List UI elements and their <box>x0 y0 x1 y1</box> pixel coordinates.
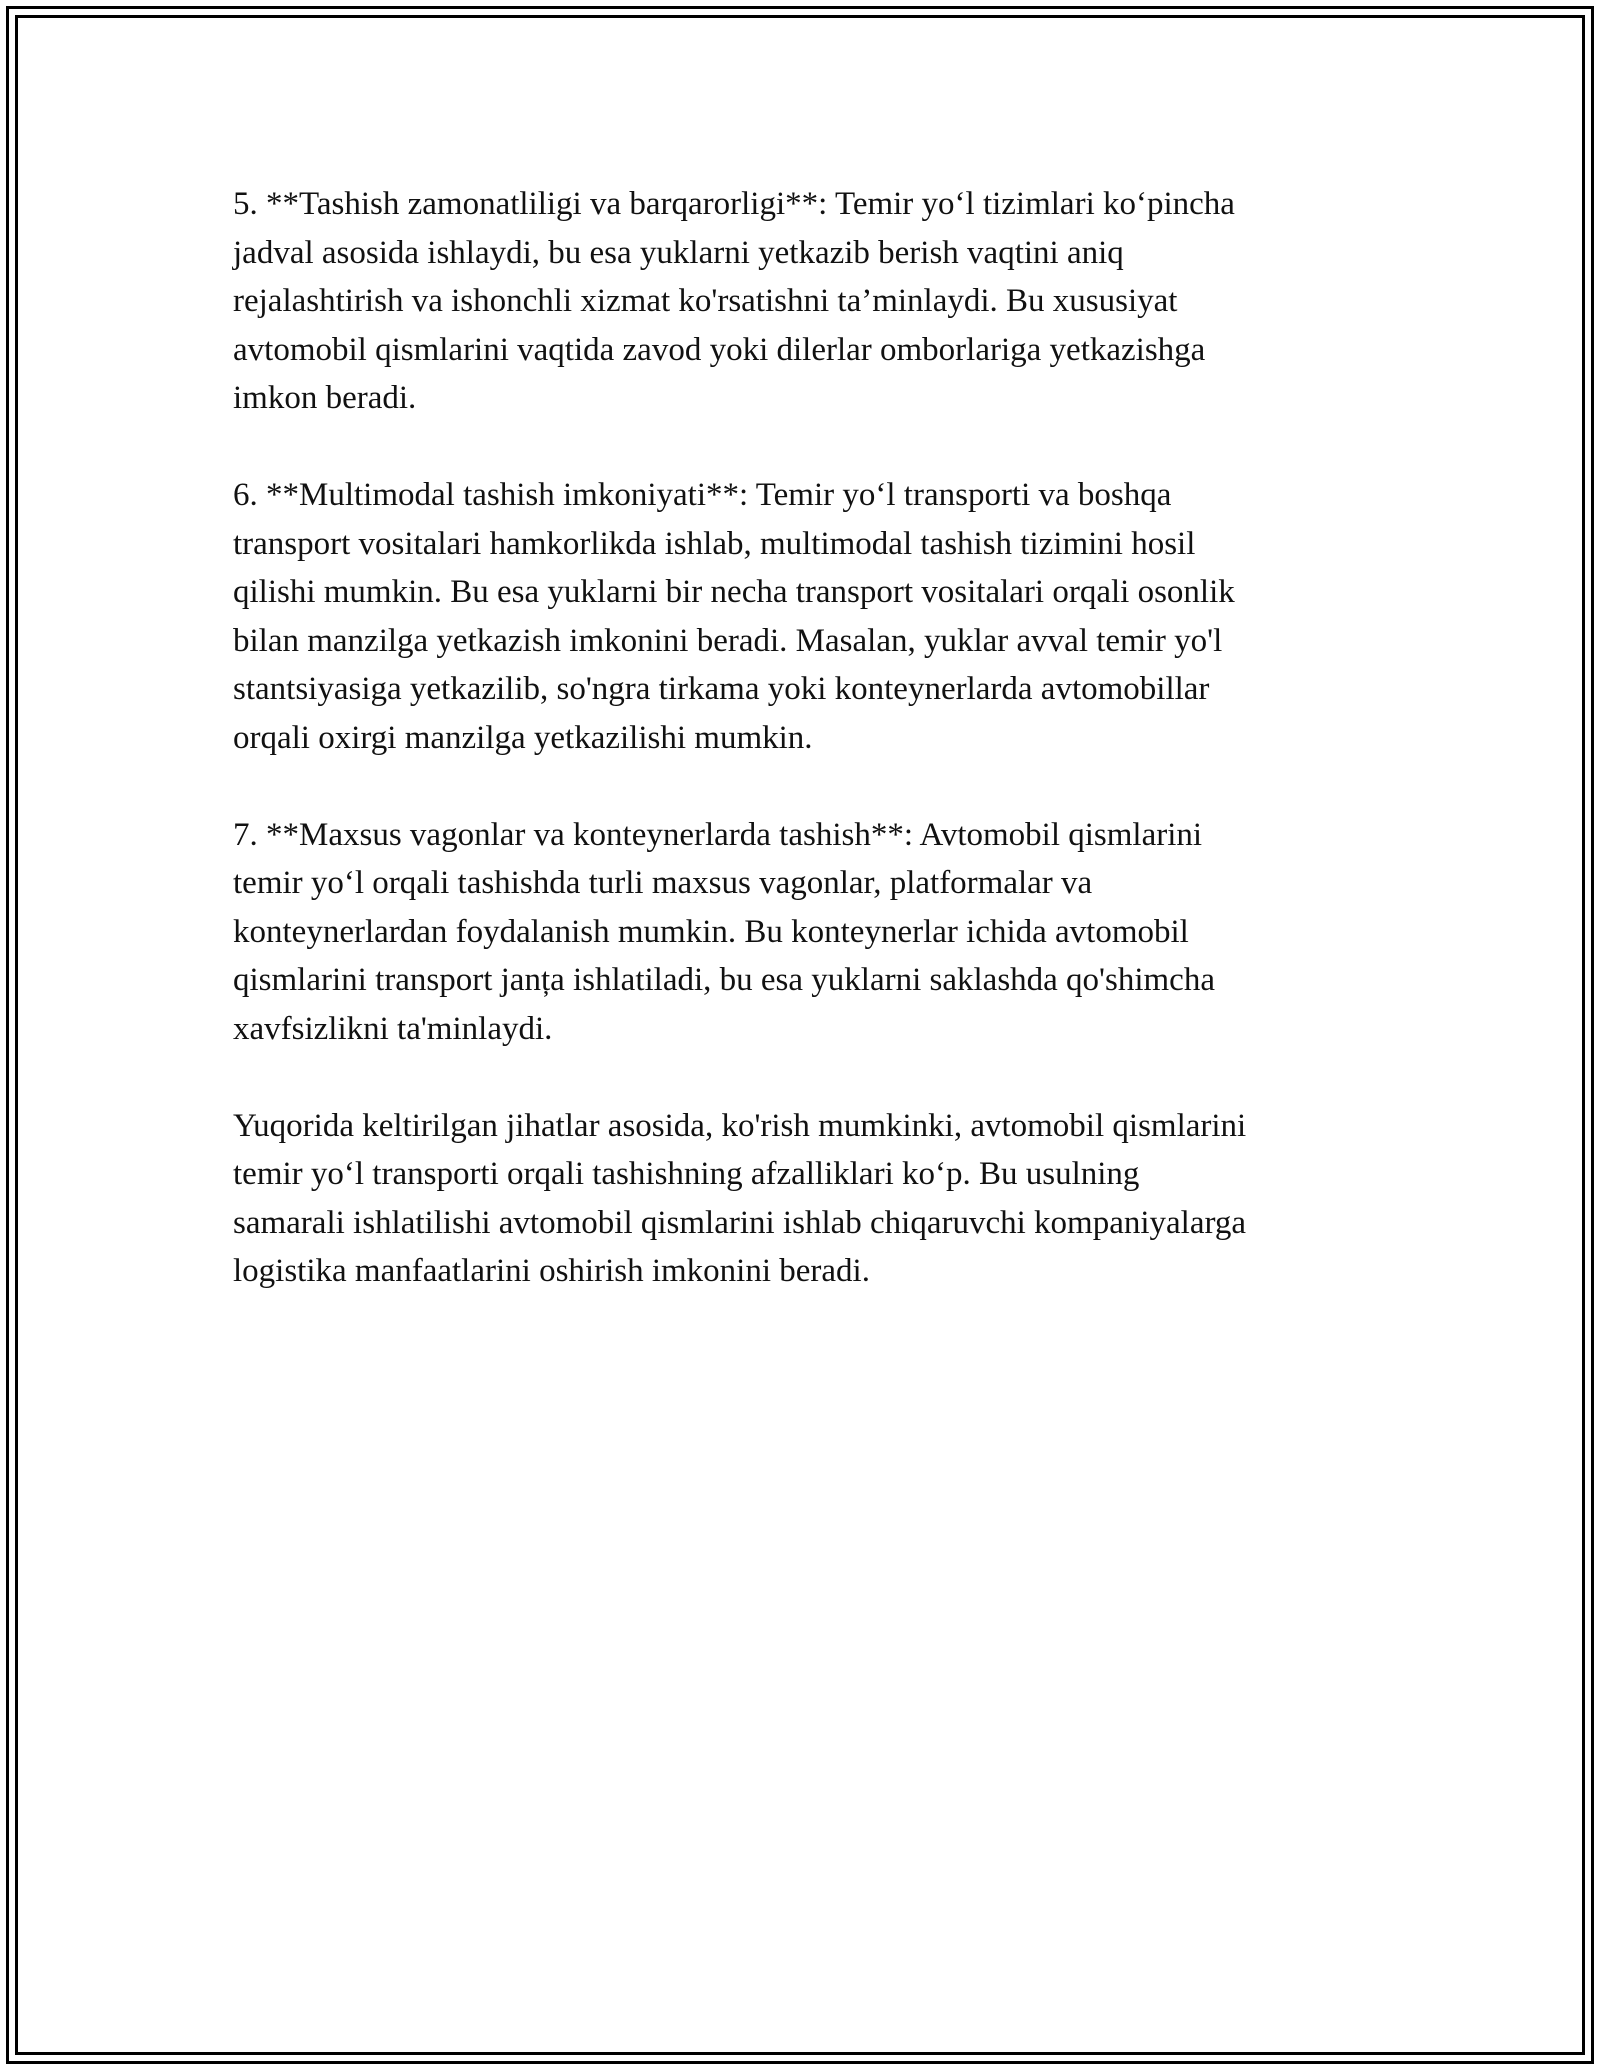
text-line: qilishi mumkin. Bu esa yuklarni bir necha transport vositalari orqali osonlik <box>233 574 1235 610</box>
text-line: 7. **Maxsus vagonlar va konteynerlarda tashish**: Avtomobil qismlarini <box>233 816 1203 853</box>
paragraph-item-7 <box>233 811 1373 1054</box>
paragraph-item-6 <box>233 471 1373 762</box>
text-line: stantsiyasiga yetkazilib, so'ngra tirkama yoki konteynerlarda avtomobillar <box>233 671 1210 707</box>
text-line: rejalashtirish va ishonchli xizmat ko'rsatishni ta’minlaydi. Bu xususiyat <box>233 283 1178 319</box>
text-line: temir yo‘l transporti orqali tashishning afzalliklari ko‘p. Bu usulning <box>233 1156 1140 1192</box>
text-line: temir yo‘l orqali tashishda turli maxsus vagonlar, platformalar va <box>233 865 1093 901</box>
text-line: samarali ishlatilishi avtomobil qismlarini ishlab chiqaruvchi kompaniyalarga <box>233 1204 1247 1241</box>
text-line: Yuqorida keltirilgan jihatlar asosida, ko'rish mumkinki, avtomobil qismlarini <box>233 1107 1247 1144</box>
text-line: avtomobil qismlarini vaqtida zavod yoki dilerlar omborlariga yetkazishga <box>233 331 1206 368</box>
text-line: xavfsizlikni ta'minlaydi. <box>233 1010 553 1047</box>
paragraph-item-5 <box>233 180 1373 423</box>
text-line: konteynerlardan foydalanish mumkin. Bu konteynerlar ichida avtomobil <box>233 913 1189 950</box>
text-line: 6. **Multimodal tashish imkoniyati**: Temir yo‘l transporti va boshqa <box>233 477 1172 513</box>
text-line: orqali oxirgi manzilga yetkazilishi mumkin. <box>233 719 813 756</box>
paragraph-conclusion <box>233 1102 1373 1296</box>
text-line: transport vositalari hamkorlikda ishlab, multimodal tashish tizimini hosil <box>233 525 1196 562</box>
text-line: qismlarini transport janța ishlatiladi, bu esa yuklarni saklashda qo'shimcha <box>233 962 1215 998</box>
text-line: logistika manfaatlarini oshirish imkonini beradi. <box>233 1253 870 1289</box>
text-line: jadval asosida ishlaydi, bu esa yuklarni yetkazib berish vaqtini aniq <box>233 234 1124 271</box>
text-line: bilan manzilga yetkazish imkonini beradi. Masalan, yuklar avval temir yo'l <box>233 622 1223 659</box>
document-body <box>233 180 1373 1296</box>
text-line: imkon beradi. <box>233 380 417 416</box>
text-line: 5. **Tashish zamonatliligi va barqarorligi**: Temir yo‘l tizimlari ko‘pincha <box>233 186 1235 222</box>
